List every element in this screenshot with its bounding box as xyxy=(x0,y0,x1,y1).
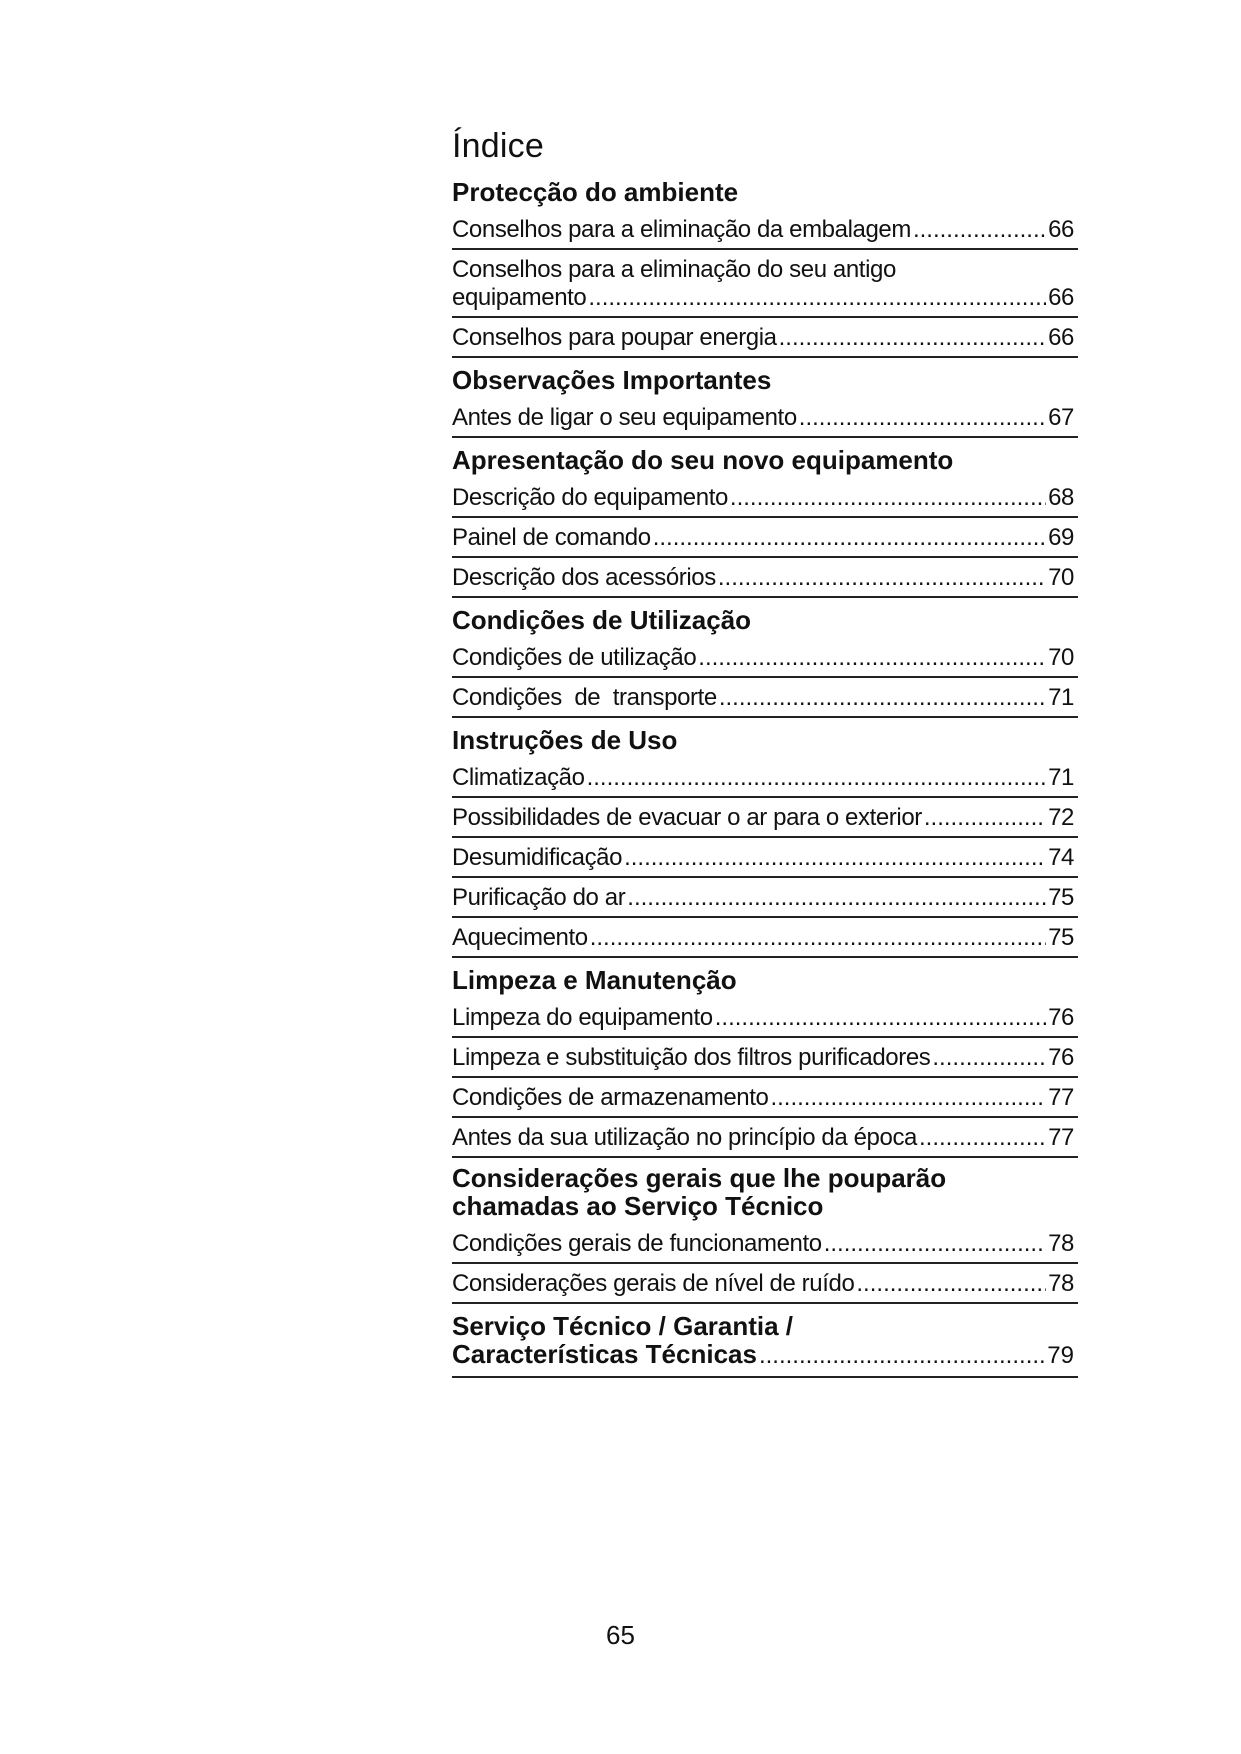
toc-entry[interactable] xyxy=(452,998,1078,1038)
dot-leader xyxy=(719,684,1046,712)
toc-entry[interactable] xyxy=(452,558,1078,598)
toc-entry-page: 70 xyxy=(1048,564,1074,591)
table-of-contents xyxy=(452,122,1078,1378)
toc-entry-page: 72 xyxy=(1048,804,1074,831)
toc-entry-page: 77 xyxy=(1048,1084,1074,1111)
toc-entry[interactable] xyxy=(452,478,1078,518)
dot-leader xyxy=(824,1230,1046,1258)
toc-entry-page: 71 xyxy=(1048,764,1074,791)
toc-entry-page: 70 xyxy=(1048,644,1074,671)
toc-entry[interactable] xyxy=(452,798,1078,838)
toc-entry-page: 76 xyxy=(1048,1044,1074,1071)
toc-entry-label: Climatização xyxy=(452,764,585,791)
dot-leader xyxy=(715,1004,1046,1032)
toc-entry-page: 67 xyxy=(1048,404,1074,431)
toc-entry[interactable] xyxy=(452,678,1078,718)
toc-entry[interactable] xyxy=(452,1118,1078,1158)
toc-entry-label: Conselhos para a eliminação da embalagem xyxy=(452,216,911,243)
toc-entry-label: Descrição do equipamento xyxy=(452,484,728,511)
toc-entry[interactable] xyxy=(452,210,1078,250)
section-heading-condicoes: Condições de Utilização xyxy=(452,605,752,635)
toc-entry[interactable] xyxy=(452,1264,1078,1304)
toc-entry-label: Limpeza e substituição dos filtros purificadores xyxy=(452,1044,931,1071)
toc-entry-page: 76 xyxy=(1048,1004,1074,1031)
toc-entry-page: 79 xyxy=(1047,1342,1074,1369)
section-heading-instrucoes: Instruções de Uso xyxy=(452,725,678,755)
dot-leader xyxy=(913,216,1046,244)
toc-entry[interactable] xyxy=(452,1038,1078,1078)
toc-entry-label-line1: Serviço Técnico / Garantia / xyxy=(452,1311,794,1341)
toc-entry-label: Possibilidades de evacuar o ar para o exterior xyxy=(452,804,922,831)
toc-entry-label: Condições de armazenamento xyxy=(452,1084,769,1111)
dot-leader xyxy=(590,924,1046,952)
toc-entry-page: 77 xyxy=(1048,1124,1074,1151)
toc-entry-label-line1: Conselhos para a eliminação do seu antigo xyxy=(452,256,896,283)
toc-entry[interactable] xyxy=(452,1078,1078,1118)
toc-entry-page: 78 xyxy=(1048,1270,1074,1297)
toc-entry[interactable] xyxy=(452,918,1078,958)
dot-leader xyxy=(779,324,1046,352)
dot-leader xyxy=(924,804,1046,832)
toc-entry-page: 68 xyxy=(1048,484,1074,511)
toc-entry-label: Considerações gerais de nível de ruído xyxy=(452,1270,855,1297)
toc-entry-page: 66 xyxy=(1048,216,1074,243)
toc-entry-label: Antes de ligar o seu equipamento xyxy=(452,404,797,431)
toc-entry-label: Conselhos para poupar energia xyxy=(452,324,777,351)
toc-entry-label: Descrição dos acessórios xyxy=(452,564,716,591)
toc-entry-page: 75 xyxy=(1048,924,1074,951)
dot-leader xyxy=(627,884,1046,912)
toc-entry-label: Antes da sua utilização no princípio da época xyxy=(452,1124,917,1151)
section-heading-proteccao: Protecção do ambiente xyxy=(452,177,739,207)
dot-leader xyxy=(588,284,1046,312)
section-heading-limpeza: Limpeza e Manutenção xyxy=(452,965,737,995)
dot-leader xyxy=(698,644,1046,672)
section-heading-apresentacao: Apresentação do seu novo equipamento xyxy=(452,445,954,475)
page-number: 65 xyxy=(606,1620,635,1650)
toc-entry-page: 66 xyxy=(1048,324,1074,351)
toc-entry-label: Condições de transporte xyxy=(452,684,717,711)
toc-entry-label: Condições de utilização xyxy=(452,644,697,671)
dot-leader xyxy=(718,564,1046,592)
toc-entry[interactable] xyxy=(452,318,1078,358)
toc-entry[interactable] xyxy=(452,1224,1078,1264)
dot-leader xyxy=(919,1124,1046,1152)
page-title: Índice xyxy=(452,127,544,165)
toc-entry-page: 75 xyxy=(1048,884,1074,911)
toc-entry[interactable] xyxy=(452,878,1078,918)
section-heading-consideracoes xyxy=(452,1158,1078,1224)
toc-entry-page: 71 xyxy=(1048,684,1074,711)
toc-entry[interactable] xyxy=(452,638,1078,678)
dot-leader xyxy=(587,764,1047,792)
toc-entry-label: Purificação do ar xyxy=(452,884,626,911)
dot-leader xyxy=(770,1084,1046,1112)
section-heading-line1: Considerações gerais que lhe pouparão xyxy=(452,1163,947,1193)
toc-entry[interactable] xyxy=(452,758,1078,798)
toc-entry-page: 66 xyxy=(1048,284,1074,311)
toc-entry-label: Condições gerais de funcionamento xyxy=(452,1230,822,1257)
dot-leader xyxy=(932,1044,1046,1072)
dot-leader xyxy=(624,844,1046,872)
section-heading-observacoes: Observações Importantes xyxy=(452,365,772,395)
toc-entry-label: Características Técnicas xyxy=(452,1339,757,1369)
toc-entry-label: Desumidificação xyxy=(452,844,623,871)
toc-entry-label: Painel de comando xyxy=(452,524,651,551)
toc-entry[interactable] xyxy=(452,518,1078,558)
toc-entry-label: Limpeza do equipamento xyxy=(452,1004,713,1031)
section-heading-line2: chamadas ao Serviço Técnico xyxy=(452,1191,824,1221)
toc-entry-servico-tecnico[interactable] xyxy=(452,1304,1078,1378)
dot-leader xyxy=(653,524,1046,552)
toc-entry-label: equipamento xyxy=(452,284,587,311)
toc-entry[interactable] xyxy=(452,398,1078,438)
dot-leader xyxy=(856,1270,1046,1298)
toc-entry[interactable] xyxy=(452,838,1078,878)
toc-entry-page: 78 xyxy=(1048,1230,1074,1257)
toc-entry-page: 74 xyxy=(1048,844,1074,871)
toc-entry-page: 69 xyxy=(1048,524,1074,551)
dot-leader xyxy=(759,1342,1045,1370)
dot-leader xyxy=(799,404,1046,432)
toc-entry-label: Aquecimento xyxy=(452,924,588,951)
dot-leader xyxy=(730,484,1046,512)
toc-entry[interactable] xyxy=(452,250,1078,318)
